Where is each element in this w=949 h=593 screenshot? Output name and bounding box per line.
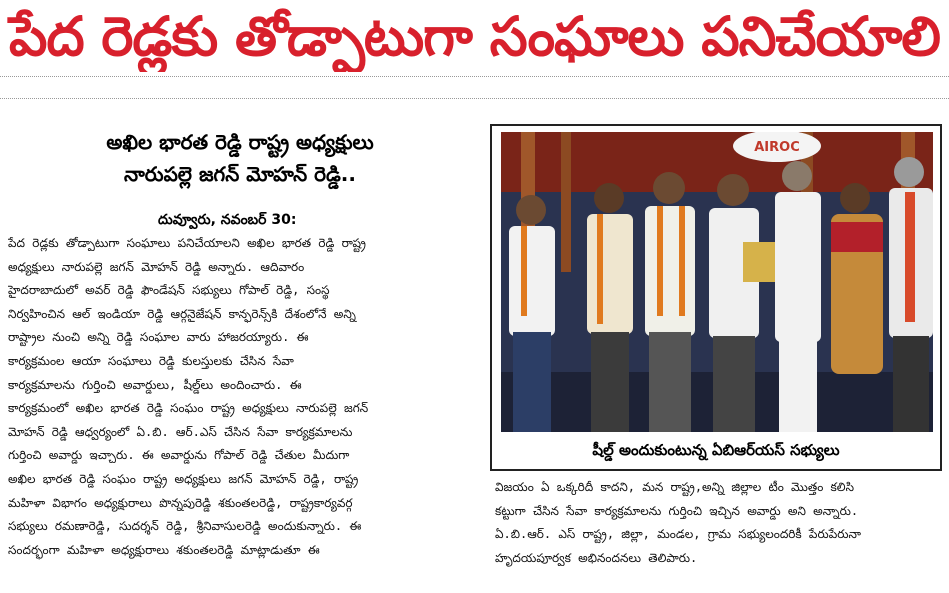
text-line: కట్టుగా చేసిన సేవా కార్యక్రమాలను గుర్తించి ఇచ్చిన అవార్డు అని అన్నారు. (495, 503, 859, 518)
text-line: సభ్యులు రమణారెడ్డి, సుదర్శన్ రెడ్డి, శ్రీనివాసులరెడ్డి అందుకున్నారు. ఈ (8, 519, 362, 534)
banner-text: AIROC (754, 140, 800, 155)
text-line: కార్యక్రమంలో అఖిల భారత రెడ్డి సంఘం రాష్ట్ర అధ్యక్షులు నారుపల్లె జగన్ (8, 401, 369, 416)
award-ceremony-photo (501, 132, 933, 432)
text-line: మోహన్ రెడ్డి ఆధ్వర్యంలో ఏ.బి. ఆర్.ఎస్ చేసిన సేవా కార్యక్రమాలను (8, 424, 353, 439)
article-body (8, 232, 478, 562)
news-photo (501, 132, 933, 432)
photo-box (490, 124, 942, 471)
text-line: రాష్ట్రాల నుంచి అన్ని రెడ్డి సంఘాల వారు హాజరయ్యారు. ఈ (8, 330, 309, 345)
text-line: పేద రెడ్లకు తోడ్పాటుగా సంఘాలు పనిచేయాలని అఖిల భారత రెడ్డి రాష్ట్ర (8, 236, 366, 250)
text-line: అఖిల భారత రెడ్డి సంఘం రాష్ట్ర అధ్యక్షులు జగన్ మోహన్ రెడ్డి, రాష్ట్ర (8, 471, 359, 486)
text-line: గుర్తించి అవార్డు ఇచ్చారు. ఈ అవార్డును గోపాల్ రెడ్డి చేతుల మీదుగా (8, 448, 350, 463)
subheadline-line-1: అఖిల భారత రెడ్డి రాష్ట్ర అధ్యక్షులు (106, 130, 374, 154)
text-line: సందర్భంగా మహిళా అధ్యక్షురాలు శకుంతలరెడ్డి మాట్లాడుతూ ఈ (8, 542, 320, 557)
text-line: నిర్వహించిన ఆల్ ఇండియా రెడ్డి ఆర్గనైజేషన్ కాన్ఫరెన్స్‌కి దేశంలోనే అన్ని (8, 306, 356, 321)
text-line: ఏ.బి.ఆర్. ఎస్ రాష్ట్ర, జిల్లా, మండల, గ్రామ సభ్యులందరికీ పేరుపేరునా (495, 527, 861, 542)
dateline: దువ్వూరు, నవంబర్ 30: (158, 212, 297, 228)
text-line: అధ్యక్షులు నారుపల్లె జగన్ మోహన్ రెడ్డి అన్నారు. ఆదివారం (8, 259, 305, 274)
photo-caption: షీల్డ్ అందుకుంటున్న ఏబిఆర్‌యస్ సభ్యులు (592, 441, 840, 459)
text-line: కార్యక్రమంల ఆయా సంఘాలు రెడ్డి కులస్తులకు చేసిన సేవా (8, 353, 294, 368)
text-line: హృదయపూర్వక అభినందనలు తెలిపారు. (495, 550, 698, 565)
headline: పేద రెడ్లకు తోడ్పాటుగా సంఘాలు పనిచేయాలి (9, 5, 940, 68)
section-divider (0, 98, 949, 99)
article-continuation (495, 476, 945, 570)
text-line: కార్యక్రమాలను గుర్తించి అవార్డులు, షీల్డ్‌లు అందించారు. ఈ (8, 377, 302, 392)
headline-divider (0, 76, 949, 77)
text-line: మహిళా విభాగం అధ్యక్షురాలు పొన్నపురెడ్డి శకుంతలరెడ్డి, రాష్ట్రకార్యవర్గ (8, 495, 353, 510)
award-shield (743, 242, 779, 282)
subheadline-line-2: నారుపల్లె జగన్ మోహన్ రెడ్డి.. (124, 162, 356, 186)
text-line: విజయం ఏ ఒక్కరిదీ కాదని, మన రాష్ట్ర,అన్ని జిల్లాల టీం మొత్తం కలిసి (495, 480, 855, 494)
text-line: హైదరాబాదులో అవర్ రెడ్డి ఫౌండేషన్ సభ్యులు గోపాల్ రెడ్డి, సంస్థ (8, 283, 330, 298)
